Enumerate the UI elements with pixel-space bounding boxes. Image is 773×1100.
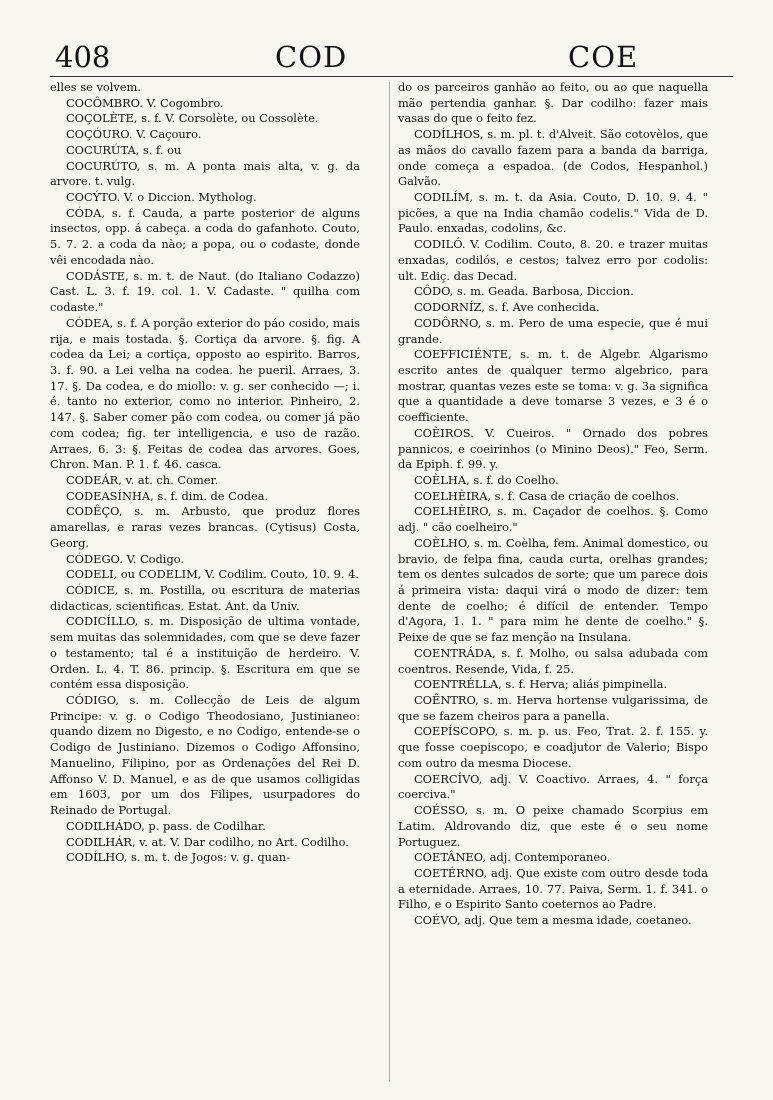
dictionary-entry: COETÂNEO, adj. Contemporaneo.: [413, 850, 611, 865]
dictionary-entry: CODILHÁR, v. at. V. Dar codilho, no Art. Codilho.: [65, 834, 349, 849]
left-column: [50, 80, 360, 866]
dictionary-entry: CÓDA, s. f. Cauda, a parte posterior de alguns insectos, opp. á cabeça. a coda do gafanhoto. Couto, 5. 7. 2. a coda da nào; a popa, ou o codaste, donde vêi encodada nào.: [50, 205, 360, 267]
dictionary-entry: CÓDEGO. V. Codigo.: [65, 551, 185, 566]
page-number: 408: [55, 40, 111, 74]
dictionary-entry: CODORNÍZ, s. f. Ave conhecida.: [413, 300, 600, 315]
dictionary-entry: COELHÈIRA, s. f. Casa de criação de coelhos.: [413, 488, 680, 503]
dictionary-entry: elles se volvem.: [50, 80, 141, 94]
column-divider: [389, 82, 390, 1082]
dictionary-entry: COETÉRNO, adj. Que existe com outro desde toda a eternidade. Arraes, 10. 77. Paiva, Serm. 1. f. 341. o Filho, e o Espirito Santo coeternos ao Padre.: [398, 865, 708, 912]
dictionary-entry: COENTRÉLLA, s. f. Herva; aliás pimpinella.: [413, 677, 668, 692]
dictionary-entry: CODICÍLLO, s. m. Disposição de ultima vontade, sem muitas das solemnidades, com que se deve fazer o testamento; tal é a instituição de herdeiro. V. Orden. L. 4. T. 86. princip. §. Escritura em que se contém essa disposição.: [50, 614, 360, 692]
dictionary-entry: CODÁSTE, s. m. t. de Naut. (do Italiano Codazzo) Cast. L. 3. f. 19. col. 1. V. Cadaste. " quilha com codaste.": [50, 268, 360, 315]
dictionary-entry: COCÔMBRO. V. Cogombro.: [65, 95, 224, 110]
dictionary-entry: CÔDO, s. m. Geada. Barbosa, Diccion.: [413, 284, 634, 299]
dictionary-entry: CODEÁR, v. at. ch. Comer.: [65, 472, 219, 487]
dictionary-entry: COCURÚTA, s. f. ou: [65, 142, 182, 157]
dictionary-entry: COÇOLÈTE, s. f. V. Corsolète, ou Cossolète.: [65, 111, 319, 126]
dictionary-entry: CODELI, ou CODELIM, V. Codilim. Couto, 10. 9. 4.: [65, 567, 360, 582]
dictionary-entry: COERCÍVO, adj. V. Coactivo. Arraes, 4. " força coerciva.": [398, 771, 708, 802]
dictionary-entry: COCURÚTO, s. m. A ponta mais alta, v. g. da arvore. t. vulg.: [50, 158, 360, 189]
dictionary-entry: CODÔRNO, s. m. Pero de uma especie, que é mui grande.: [398, 315, 708, 346]
running-head-left: COD: [275, 40, 348, 74]
dictionary-entry: COÇÓURO. V. Caçouro.: [65, 127, 202, 142]
dictionary-entry: CÓDICE, s. m. Postilla, ou escritura de materias didacticas, scientificas. Estat. Ant. da Univ.: [50, 583, 360, 613]
dictionary-entry: CODILÓ. V. Codilim. Couto, 8. 20. e trazer muitas enxadas, codilós, e cestos; talvez erro por codolis: ult. Ediç. das Decad.: [398, 237, 708, 283]
dictionary-entry: COELHÈIRO, s. m. Caçador de coelhos. §. Como adj. " cão coelheiro.": [398, 504, 708, 535]
dictionary-entry: CODILÍM, s. m. t. da Asia. Couto, D. 10. 9. 4. " picões, a que na India chamão codelis." Vida de D. Paulo. enxadas, codolins, &c.: [398, 190, 708, 236]
dictionary-entry: COÉSSO, s. m. O peixe chamado Scorpius em Latim. Aldrovando diz, que este é o seu nome Portuguez.: [398, 803, 708, 849]
dictionary-entry: COCÝTO. V. o Diccion. Mytholog.: [65, 190, 257, 205]
dictionary-entry: CÓDIGO, s. m. Collecção de Leis de algum Principe: v. g. o Codigo Theodosiano, Justinianeo: quando dizem no Digesto, e no Codigo, entende-se o Codigo de Justiniano. Dizemos o Codigo Affonsino, Manuelino, Filipino, por as Ordenações del Rei D. Affonso V. D. Manuel, e as de que usamos colligidas em 1603, por um dos Filipes, usurpadores do Reinado de Portugal.: [50, 693, 360, 818]
page-header: [50, 18, 733, 77]
dictionary-entry: CODEASÍNHA, s. f. dim. de Codea.: [65, 488, 269, 503]
dictionary-entry: do os parceiros ganhão ao feito, ou ao que naquella mão pertendia ganhar. §. Dar codilho: fazer mais vasas do que o feito fez.: [398, 80, 708, 126]
dictionary-entry: COÈLHO, s. m. Coèlha, fem. Animal domestico, ou bravio, de felpa fina, cauda curta, orelhas grandes; tem os dentes sulcados de sorte; que um parece dois á primeira vista: daqui virá o modo de dizer: tem dente de coelho; é difícil de entender. Tempo d'Agora, 1. 1. " para mim he dente de coelho." §. Peixe de que se faz menção na Insulana.: [398, 535, 708, 645]
dictionary-entry: COEPÍSCOPO, s. m. p. us. Feo, Trat. 2. f. 155. y. que fosse coepiscopo, e coadjutor de Valerio; Bispo com outro da mesma Diocese.: [398, 724, 708, 770]
dictionary-entry: CODÊÇO, s. m. Arbusto, que produz flores amarellas, e raras vezes brancas. (Cytisus) Costa, Georg.: [50, 504, 360, 550]
right-column: [398, 80, 708, 929]
dictionary-entry: COENTRÁDA, s. f. Molho, ou salsa adubada com coentros. Resende, Vida, f. 25.: [398, 645, 708, 676]
dictionary-entry: CODILHÁDO, p. pass. de Codilhar.: [65, 818, 266, 833]
dictionary-entry: CODÍLHOS, s. m. pl. t. d'Alveit. São cotovèlos, que as mãos do cavallo fazem para a banda da barriga, onde começa a espadoa. (de Codos, Hespanhol.) Galvão.: [398, 127, 708, 189]
dictionary-entry: COEFFICIÉNTE, s. m. t. de Algebr. Algarismo escrito antes de qualquer termo algebrico, para mostrar, quantas vezes este se toma: v. g. 3a significa que a quantidade a deve tomarse 3 vezes, e 3 é o coefficiente.: [398, 347, 708, 425]
dictionary-entry: COÊNTRO, s. m. Herva hortense vulgarissima, de que se fazem cheiros para a panella.: [398, 693, 708, 723]
dictionary-entry: COÈLHA, s. f. do Coelho.: [413, 472, 559, 487]
dictionary-entry: CÓDEA, s. f. A porção exterior do páo cosido, mais rija, e mais tostada. §. Cortiça da arvore. §. fig. A codea da Lei; a cortiça, opposto ao espirito. Barros, 3. f. 90. a Lei velha na codea. he pueril. Arraes, 3. 17. §. Da codea, e do miollo: v. g. ser conhecido —; i. é. tanto no exterior, como no interior. Pinheiro, 2. 147. §. Saber comer pão com codea, ou comer já pão com codea; fig. ter intelligencia, e uso de razão. Arraes, 6. 3: §. Feitas de codea das arvores. Goes, Chron. Man. P. 1. f. 46. casca.: [50, 315, 360, 472]
dictionary-entry: COÈIROS. V. Cueiros. " Ornado dos pobres pannicos, e coeirinhos (o Minino Deos)." Feo, Serm. da Epiph. f. 99. y.: [398, 425, 708, 472]
running-head-right: COE: [568, 40, 639, 74]
dictionary-entry: COÉVO, adj. Que tem a mesma idade, coetaneo.: [413, 913, 692, 928]
dictionary-entry: CODÍLHO, s. m. t. de Jogos: v. g. quan-: [65, 850, 290, 865]
